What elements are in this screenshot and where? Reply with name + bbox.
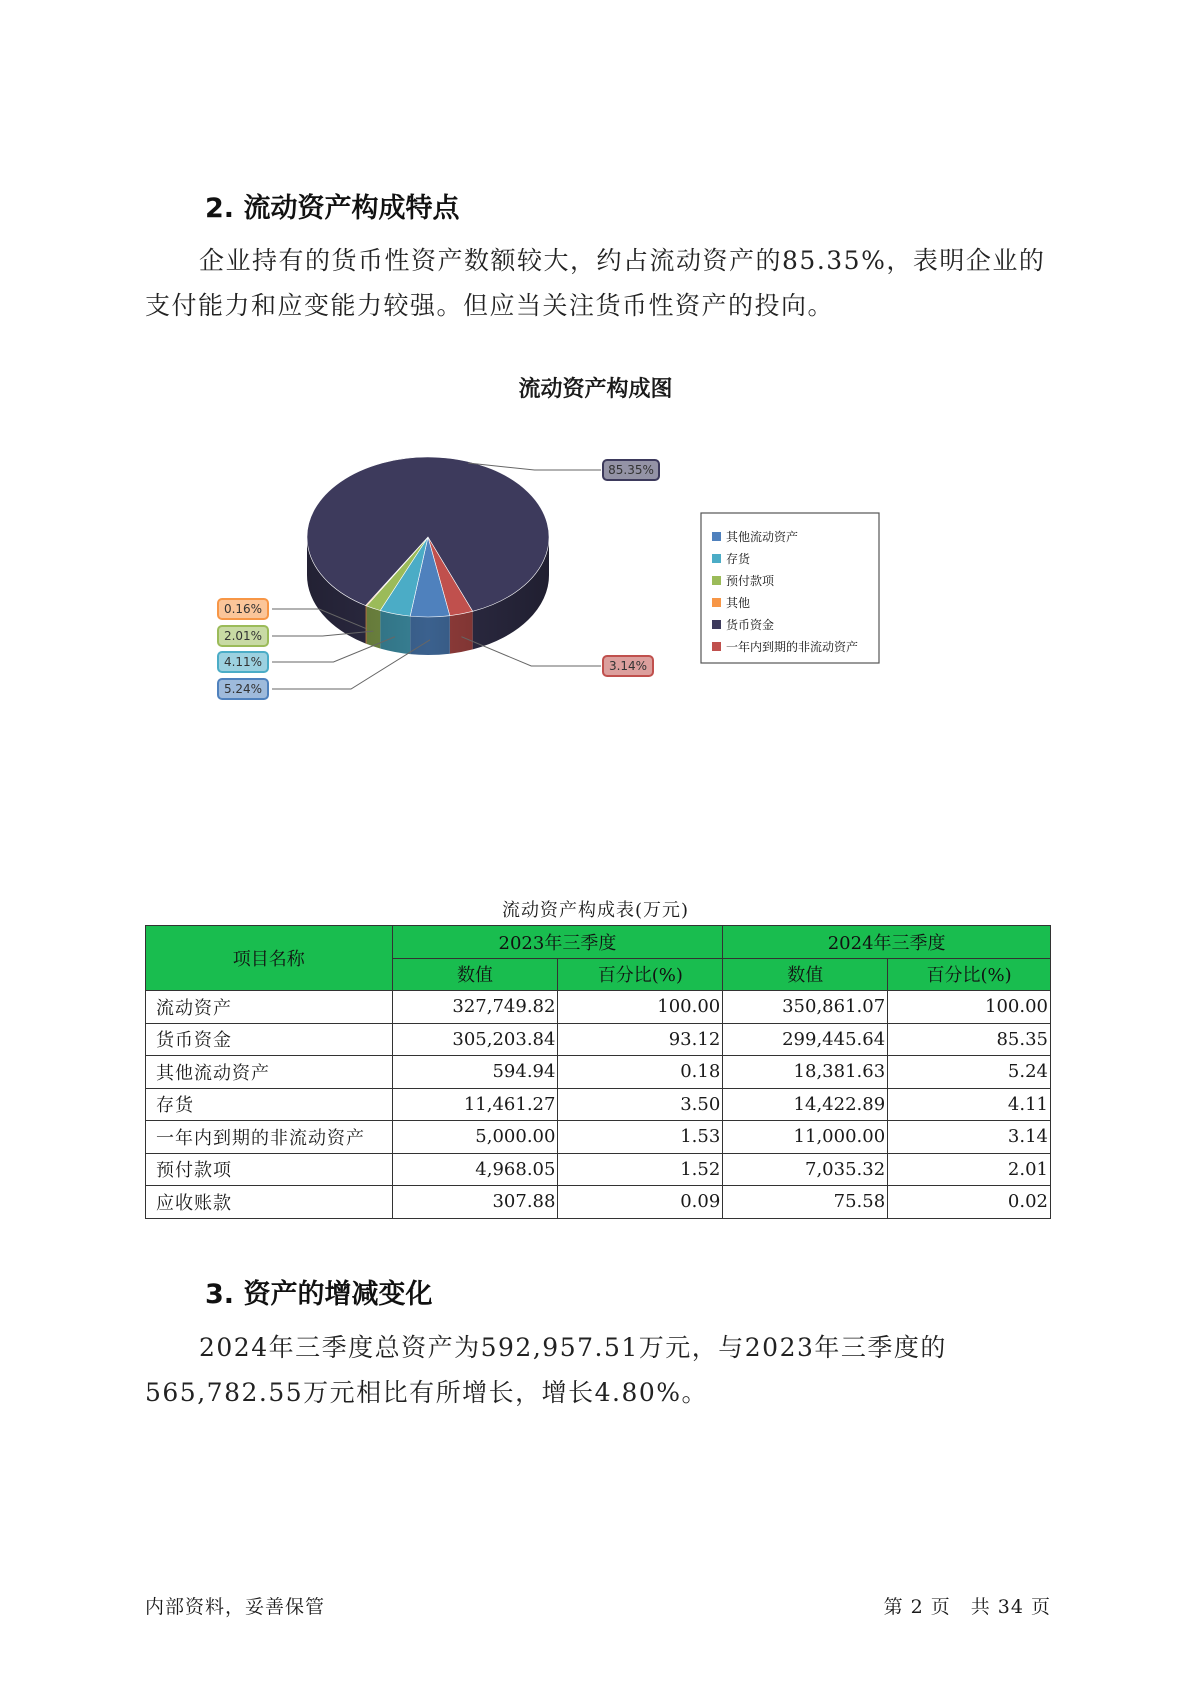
current-assets-table (145, 925, 1051, 1219)
data-label-e4b880e5b9b4e58685e588b0: 3.14% (608, 659, 648, 673)
row-value-2023: 4,968.05 (392, 1153, 558, 1186)
table-row (146, 1153, 1051, 1186)
row-value-2024: 11,000.00 (723, 1121, 888, 1154)
header-period-2024: 2024年三季度 (723, 926, 1051, 959)
row-pct-2024: 5.24 (888, 1056, 1051, 1089)
row-value-2023: 11,461.27 (392, 1088, 558, 1121)
footer-page-number: 第 2 页 共 34 页 (883, 1596, 1051, 1618)
row-pct-2023: 0.18 (558, 1056, 723, 1089)
row-pct-2024: 0.02 (888, 1186, 1051, 1219)
footer-confidential-note: 内部资料，妥善保管 (145, 1596, 326, 1618)
row-name: 应收账款 (146, 1186, 393, 1219)
header-pct-2024: 百分比(%) (888, 958, 1051, 991)
table-row (146, 1088, 1051, 1121)
row-pct-2023: 3.50 (558, 1088, 723, 1121)
row-pct-2023: 1.53 (558, 1121, 723, 1154)
row-pct-2023: 1.52 (558, 1153, 723, 1186)
legend-swatch-e8b4a7e5b881e8b584e98791 (712, 620, 721, 629)
legend-swatch-e5ad98e8b4a7 (712, 554, 721, 563)
row-value-2023: 305,203.84 (392, 1023, 558, 1056)
row-value-2023: 307.88 (392, 1186, 558, 1219)
table-row (146, 1121, 1051, 1154)
row-value-2023: 5,000.00 (392, 1121, 558, 1154)
row-pct-2024: 85.35 (888, 1023, 1051, 1056)
row-name: 其他流动资产 (146, 1056, 393, 1089)
chart-legend (701, 513, 879, 663)
row-name: 流动资产 (146, 991, 393, 1024)
section-3-paragraph: 2024年三季度总资产为592,957.51万元，与2023年三季度的565,782.55万元相比有所增长，增长4.80%。 (145, 1333, 947, 1407)
table-row (146, 1186, 1051, 1219)
legend-label-e8b4a7e5b881e8b584e98791: 货币资金 (726, 618, 775, 632)
row-pct-2024: 2.01 (888, 1153, 1051, 1186)
legend-label-e5ad98e8b4a7: 存货 (726, 552, 751, 566)
table-row (146, 1023, 1051, 1056)
row-value-2023: 327,749.82 (392, 991, 558, 1024)
row-value-2024: 75.58 (723, 1186, 888, 1219)
table-row (146, 991, 1051, 1024)
row-value-2023: 594.94 (392, 1056, 558, 1089)
section-3-heading: 3. 资产的增减变化 (205, 1279, 433, 1310)
data-label-e5ad98e8b4a7: 4.11% (223, 655, 263, 669)
row-name: 存货 (146, 1088, 393, 1121)
header-value-2023: 数值 (392, 958, 558, 991)
row-name: 一年内到期的非流动资产 (146, 1121, 393, 1154)
data-label-e585b6e4bb96: 0.16% (223, 602, 263, 616)
chart-title: 流动资产构成图 (518, 377, 673, 402)
row-name: 预付款项 (146, 1153, 393, 1186)
row-value-2024: 14,422.89 (723, 1088, 888, 1121)
row-pct-2024: 100.00 (888, 991, 1051, 1024)
row-pct-2024: 4.11 (888, 1088, 1051, 1121)
row-pct-2023: 100.00 (558, 991, 723, 1024)
header-value-2024: 数值 (723, 958, 888, 991)
section-2-paragraph: 企业持有的货币性资产数额较大，约占流动资产的85.35%，表明企业的支付能力和应变能力较强。但应当关注货币性资产的投向。 (145, 246, 1046, 320)
row-value-2024: 7,035.32 (723, 1153, 888, 1186)
legend-swatch-e9a284e4bb98e6acbee9a1b9 (712, 576, 721, 585)
header-pct-2023: 百分比(%) (558, 958, 723, 991)
legend-label-e4b880e5b9b4e58685e588b0: 一年内到期的非流动资产 (726, 640, 859, 654)
section-2-heading: 2. 流动资产构成特点 (205, 193, 460, 224)
data-label-e8b4a7e5b881e8b584e98791: 85.35% (608, 463, 654, 477)
row-pct-2024: 3.14 (888, 1121, 1051, 1154)
table-caption: 流动资产构成表(万元) (501, 900, 690, 921)
table-row (146, 1056, 1051, 1089)
legend-swatch-e4b880e5b9b4e58685e588b0 (712, 642, 721, 651)
header-item-name: 项目名称 (146, 926, 393, 991)
row-pct-2023: 0.09 (558, 1186, 723, 1219)
row-value-2024: 299,445.64 (723, 1023, 888, 1056)
pie-chart (0, 0, 1191, 760)
header-period-2023: 2023年三季度 (392, 926, 723, 959)
pie-top (307, 457, 549, 617)
legend-label-e9a284e4bb98e6acbee9a1b9: 预付款项 (726, 574, 775, 588)
row-pct-2023: 93.12 (558, 1023, 723, 1056)
row-value-2024: 350,861.07 (723, 991, 888, 1024)
row-name: 货币资金 (146, 1023, 393, 1056)
data-label-e585b6e4bb96e6b581e58aa8: 5.24% (223, 682, 263, 696)
row-value-2024: 18,381.63 (723, 1056, 888, 1089)
legend-swatch-e585b6e4bb96 (712, 598, 721, 607)
legend-swatch-e585b6e4bb96e6b581e58aa8 (712, 532, 721, 541)
legend-label-e585b6e4bb96e6b581e58aa8: 其他流动资产 (726, 530, 799, 544)
data-label-e9a284e4bb98e6acbee9a1b9: 2.01% (223, 629, 263, 643)
legend-label-e585b6e4bb96: 其他 (726, 596, 751, 610)
